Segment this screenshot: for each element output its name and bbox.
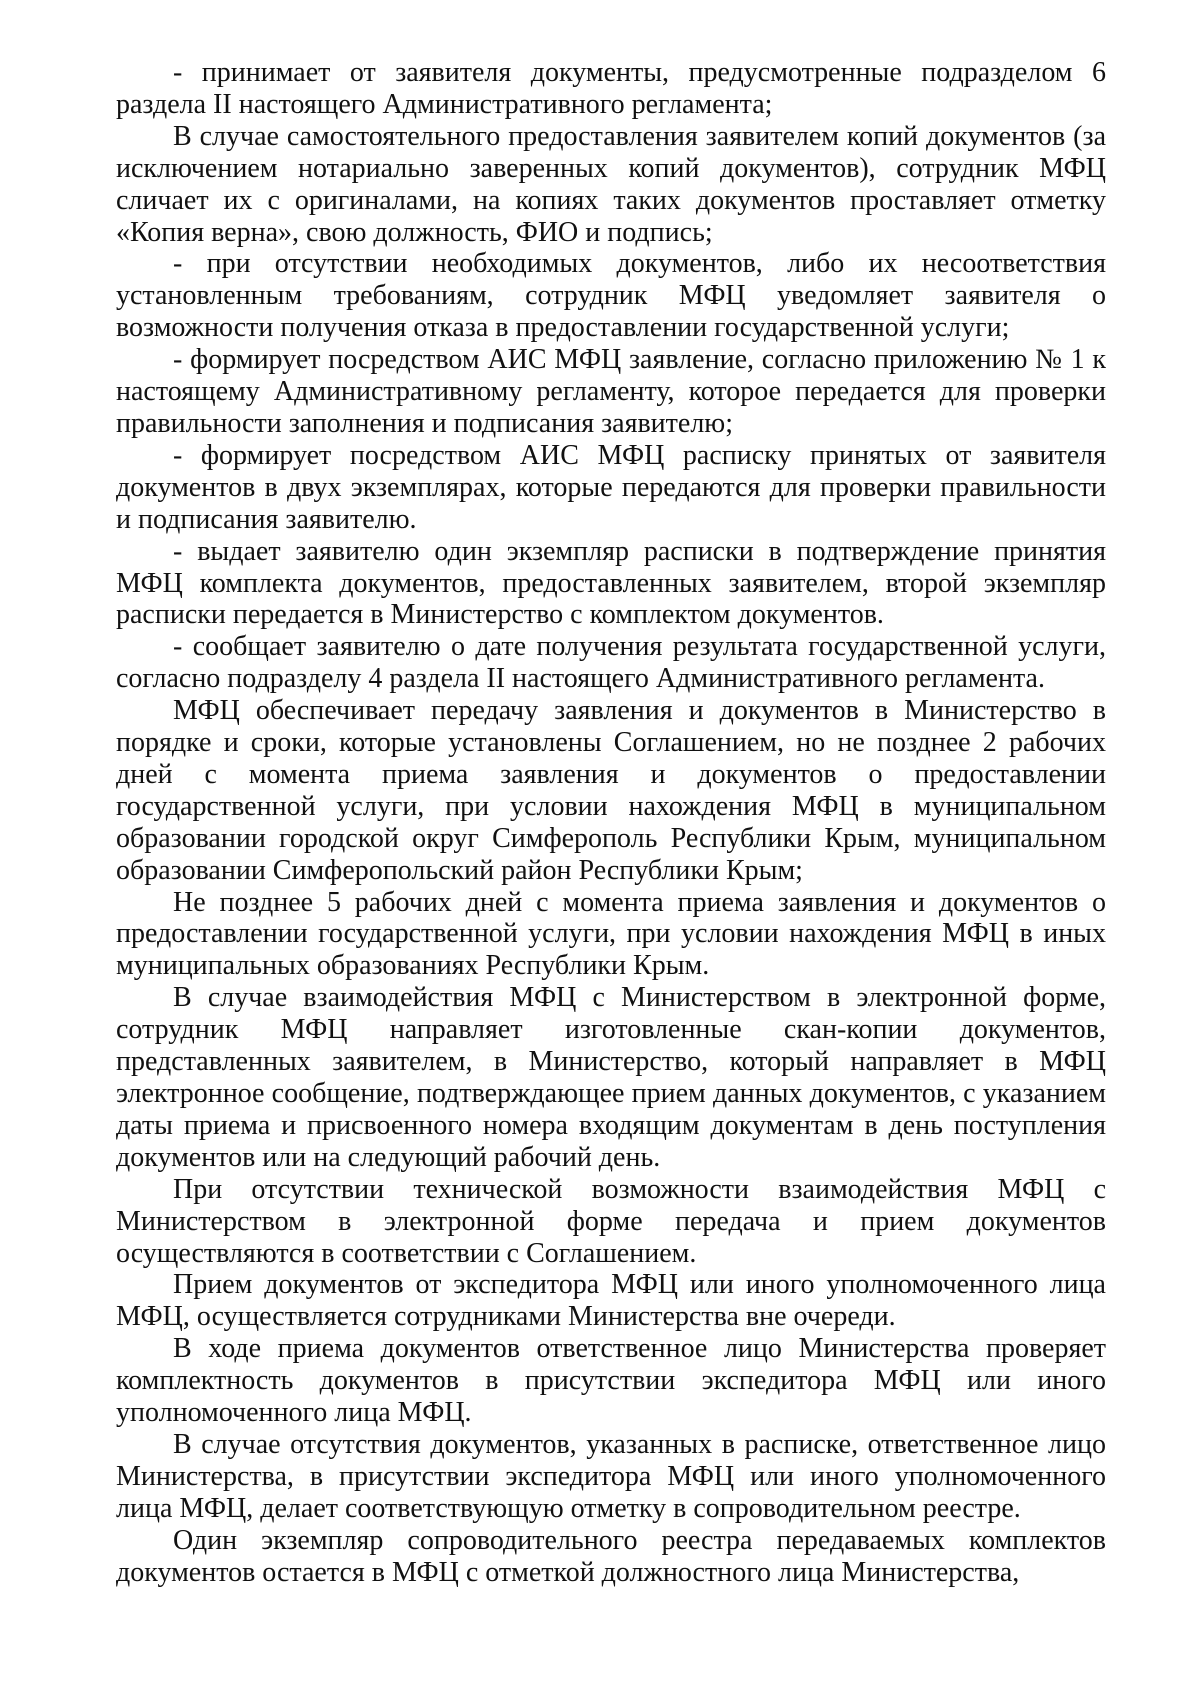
paragraph-register-copy: Один экземпляр сопроводительного реестра передаваемых комплектов документов остается в МФЦ с отметкой должностного лица Министерства,: [116, 1524, 1106, 1588]
document-page: [116, 57, 1106, 1589]
paragraph-form-application: - формирует посредством АИС МФЦ заявление, согласно приложению № 1 к настоящему Административному регламенту, которое передается для проверки правильности заполнения и подписания заявителю;: [116, 344, 1106, 439]
paragraph-missing-documents: - при отсутствии необходимых документов, либо их несоответствия установленным требованиям, сотрудник МФЦ уведомляет заявителя о возможности получения отказа в предоставлении государственной услуги;: [116, 248, 1106, 344]
paragraph-issue-receipt: - выдает заявителю один экземпляр расписки в подтверждение принятия МФЦ комплекта документов, предоставленных заявителем, второй экземпляр расписки передается в Министерство с комплектом документов.: [116, 535, 1106, 631]
paragraph-electronic-interaction: В случае взаимодействия МФЦ с Министерством в электронной форме, сотрудник МФЦ направляет изготовленные скан-копии документов, представленных заявителем, в Министерство, который направляет в МФЦ электронное сообщение, подтверждающее прием данных документов, с указанием даты приема и присвоенного номера входящим документам в день поступления документов или на следующий рабочий день.: [116, 982, 1106, 1173]
paragraph-transfer-terms: МФЦ обеспечивает передачу заявления и документов в Министерство в порядке и сроки, которые установлены Соглашением, но не позднее 2 рабочих дней с момента приема заявления и документов о предоставлении государственной услуги, при условии нахождения МФЦ в муниципальном образовании городской округ Симферополь Республики Крым, муниципальном образовании Симферопольский район Республики Крым;: [116, 695, 1106, 886]
paragraph-form-receipt: - формирует посредством АИС МФЦ расписку принятых от заявителя документов в двух экземплярах, которые передаются для проверки правильности и подписания заявителю.: [116, 439, 1106, 535]
paragraph-copy-verification: В случае самостоятельного предоставления заявителем копий документов (за исключением нотариально заверенных копий документов), сотрудник МФЦ сличает их с оригиналами, на копиях таких документов проставляет отметку «Копия верна», свою должность, ФИО и подпись;: [116, 120, 1106, 248]
paragraph-no-technical-possibility: При отсутствии технической возможности взаимодействия МФЦ с Министерством в электронной форме передача и прием документов осуществляются в соответствии с Соглашением.: [116, 1173, 1106, 1269]
paragraph-result-date: - сообщает заявителю о дате получения результата государственной услуги, согласно подразделу 4 раздела II настоящего Административного регламента.: [116, 631, 1106, 695]
paragraph-accept-documents: - принимает от заявителя документы, предусмотренные подразделом 6 раздела II настоящего Административного регламента;: [116, 57, 1106, 120]
paragraph-completeness-check: В ходе приема документов ответственное лицо Министерства проверяет комплектность документов в присутствии экспедитора МФЦ или иного уполномоченного лица МФЦ.: [116, 1333, 1106, 1429]
paragraph-five-days: Не позднее 5 рабочих дней с момента приема заявления и документов о предоставлении государственной услуги, при условии нахождения МФЦ в иных муниципальных образованиях Республики Крым.: [116, 886, 1106, 982]
paragraph-missing-in-receipt: В случае отсутствия документов, указанных в расписке, ответственное лицо Министерства, в присутствии экспедитора МФЦ или иного уполномоченного лица МФЦ, делает соответствующую отметку в сопроводительном реестре.: [116, 1428, 1106, 1524]
paragraph-courier-reception: Прием документов от экспедитора МФЦ или иного уполномоченного лица МФЦ, осуществляется сотрудниками Министерства вне очереди.: [116, 1269, 1106, 1333]
